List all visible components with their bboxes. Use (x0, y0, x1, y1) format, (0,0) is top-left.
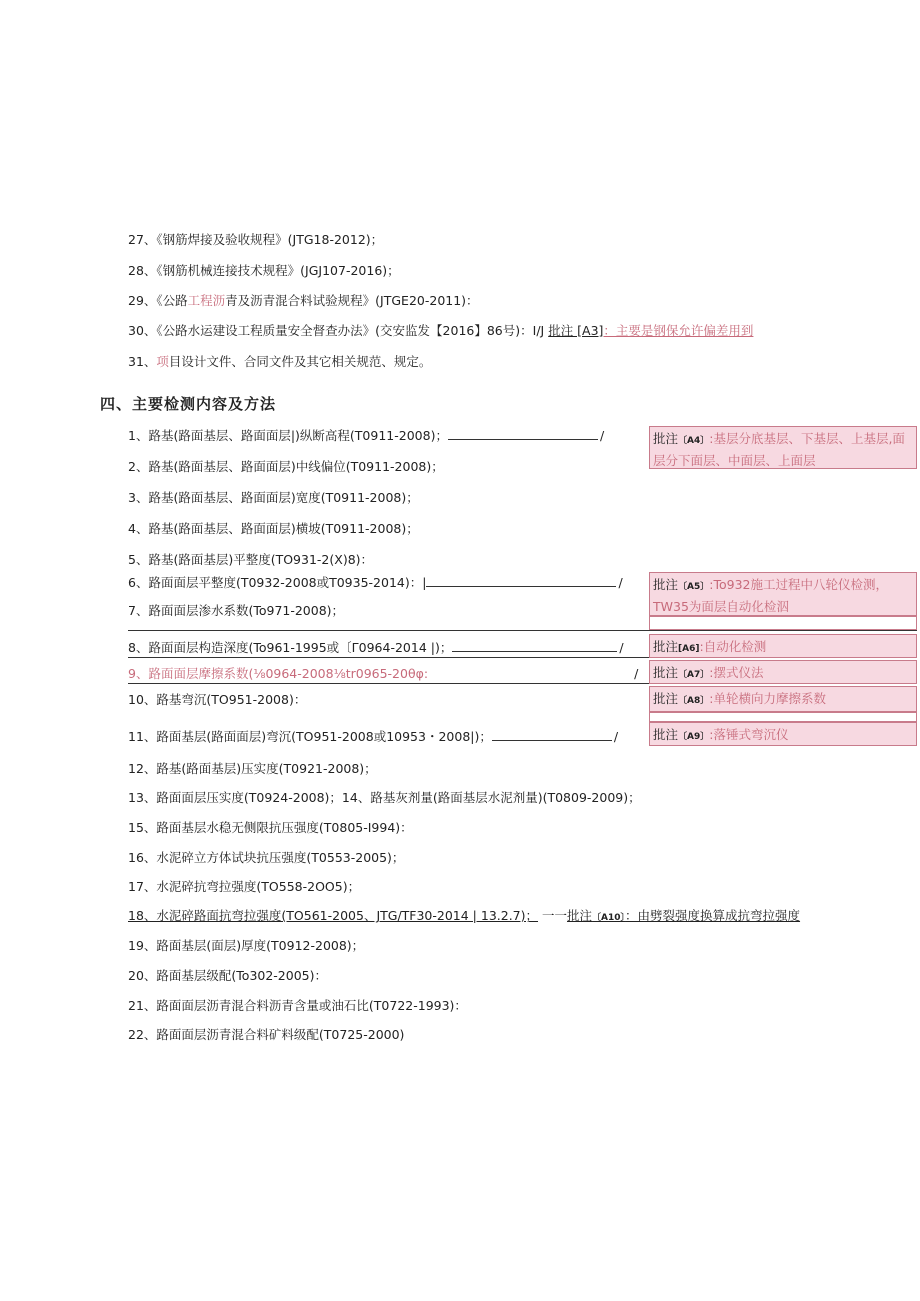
leader-slash: / (599, 428, 605, 443)
item-5: 5、路基(路面基层)平整度(TO931-2(X)8)： (128, 552, 374, 567)
comment-spacer (649, 712, 917, 722)
item-20: 20、路面基层级配(To302-2005)： (128, 968, 327, 983)
leader-line (448, 428, 598, 440)
item-10: 10、路基弯沉(TO951-2008)： (128, 692, 307, 707)
comment-label: 批注〔A9〕 (653, 727, 710, 742)
section-title: 四、主要检测内容及方法 (100, 395, 277, 413)
item-11 (128, 729, 618, 745)
comment-a6[interactable] (649, 634, 917, 658)
reference-28: 28、《钢筋机械连接技术规程》(JGJ107-2016)； (128, 263, 400, 278)
reference-29-suffix: 青及沥青混合料试验规程》(JTGE20-2011)： (225, 293, 479, 308)
item-8 (128, 640, 624, 656)
comment-a3-label[interactable]: 批注 [A3] (548, 323, 604, 338)
comment-label: 批注〔A4〕 (653, 431, 710, 446)
comment-a3-text[interactable]: ：主要是钢保允许偏差用到 (603, 323, 754, 338)
comment-a10-tag[interactable]: 〔A10〕 (592, 913, 626, 923)
reference-31-edit: 项 (156, 354, 169, 369)
item-13: 13、路面面层压实度(T0924-2008)；14、路基灰剂量(路面基层水泥剂量)(T0809-2009)； (128, 790, 641, 805)
comment-a7[interactable] (649, 660, 917, 684)
reference-27: 27、《钢筋焊接及验收规程》(JTG18-2012)； (128, 232, 384, 247)
item-9 (128, 666, 638, 682)
item-2: 2、路基(路面基层、路面面层)中线偏位(T0911-2008)； (128, 459, 444, 474)
comment-text: :单轮横向力摩擦系数 (709, 691, 826, 706)
item-15: 15、路面基层水稳无侧限抗压强度(T0805-I994)： (128, 820, 413, 835)
item-6-text: 6、路面面层平整度(T0932-2008或T0935-2014)：| (128, 575, 427, 590)
item-22: 22、路面面层沥青混合料矿料级配(T0725-2000) (128, 1027, 405, 1042)
reference-29-prefix: 29、《公路 (128, 293, 188, 308)
leader-slash: / (619, 640, 624, 655)
item-7: 7、路面面层渗水系数(To971-2008)； (128, 603, 345, 618)
item-12: 12、路基(路面基层)压实度(T0921-2008)； (128, 761, 377, 776)
item-16: 16、水泥碎立方体试块抗压强度(T0553-2005)； (128, 850, 405, 865)
reference-30-text: 30、《公路水运建设工程质量安全督查办法》(交安监发【2016】86号)：I/J (128, 323, 549, 338)
reference-31-suffix: 目设计文件、合同文件及其它相关规范、规定。 (168, 354, 432, 369)
item-9-text: 9、路面面层摩擦系数(⅛0964-2008⅛tr0965-20θφ: (128, 666, 429, 681)
comment-spacer (649, 616, 917, 630)
reference-31-prefix: 31、 (128, 354, 157, 369)
item-11-text: 11、路面基层(路面面层)弯沉(TO951-2008或10953・2008|)； (128, 729, 492, 744)
comment-a10-label[interactable]: 批注 (567, 908, 593, 923)
item-17: 17、水泥碎抗弯拉强度(TO558-2OO5)； (128, 879, 361, 894)
item-1 (128, 428, 604, 444)
comment-a5[interactable] (649, 572, 917, 616)
comment-label: 批注[A6] (653, 639, 700, 654)
item-6 (128, 575, 623, 591)
comment-label: 批注〔A8〕 (653, 691, 710, 706)
comment-text: :基层分底基层、下基层、上基层,面层分下面层、中面层、上面层 (653, 431, 905, 468)
item-1-text: 1、路基(路面基层、路面面层|)纵断高程(T0911-2008)； (128, 428, 448, 443)
reference-29-edit: 工程沥 (187, 293, 226, 308)
item-4: 4、路基(路面基层、路面面层)横坡(T0911-2008)； (128, 521, 419, 536)
item-21: 21、路面面层沥青混合料沥青含量或油石比(T0722-1993)： (128, 998, 467, 1013)
reference-29 (128, 293, 479, 309)
leader-line (426, 575, 616, 587)
reference-30 (128, 323, 753, 339)
leader-line (452, 640, 617, 652)
reference-31 (128, 354, 431, 370)
leader-slash: / (634, 666, 639, 681)
item-8-text: 8、路面面层构造深度(To961-1995或〔Γ0964-2014 |)； (128, 640, 453, 655)
item-18-dash: 一一 (542, 908, 568, 923)
comment-label: 批注〔A7〕 (653, 665, 710, 680)
comment-text: :To932施工过程中八轮仪检测，TW35为面层自动化检泅 (653, 577, 888, 614)
item-3: 3、路基(路面基层、路面面层)宽度(T0911-2008)； (128, 490, 419, 505)
comment-a9[interactable] (649, 722, 917, 746)
leader-line (492, 729, 612, 741)
comment-a10-text[interactable]: ：由劈裂强度换算成抗弯拉强度 (625, 908, 801, 923)
leader-slash: / (618, 575, 623, 590)
leader-slash: / (613, 729, 619, 744)
item-19: 19、路面基层(面层)厚度(T0912-2008)； (128, 938, 365, 953)
divider (128, 630, 917, 631)
comment-text: :摆式仪法 (709, 665, 764, 680)
comment-a4[interactable] (649, 426, 917, 469)
comment-text: :自动化检测 (699, 639, 767, 654)
comment-label: 批注〔A5〕 (653, 577, 710, 592)
comment-a8[interactable] (649, 686, 917, 712)
item-18 (128, 908, 800, 926)
item-18-text: 18、水泥碎路面抗弯拉强度(TO561-2005、JTG/TF30-2014 | 13.2.7)； (128, 908, 539, 923)
comment-text: :落锤式弯沉仪 (709, 727, 789, 742)
